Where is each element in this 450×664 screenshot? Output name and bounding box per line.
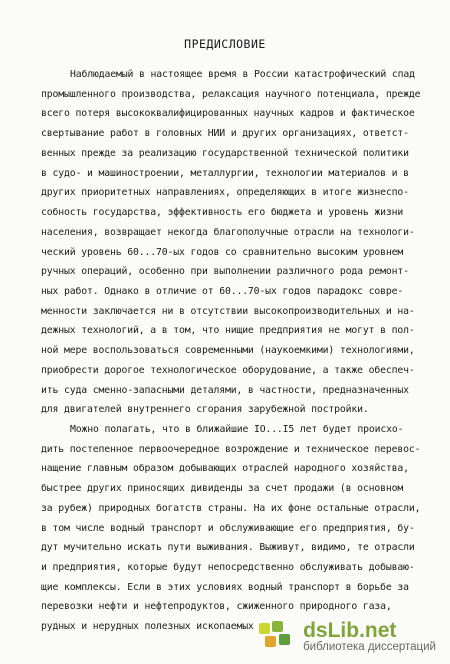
text-line: щие комплексы. Если в этих условиях водный транспорт в борьбе за <box>41 581 409 593</box>
text-line: рудных и нерудных полезных ископаемых <box>41 621 254 633</box>
text-line: за рубеж) природных богатств страны. На их фоне остальные отрасли, <box>41 502 421 514</box>
text-line: в судо- и машиностроении, металлургии, технологии материалов и в <box>41 167 409 179</box>
text-line: быстрее других приносящих дивиденды за счет продажи (в основном <box>41 483 404 495</box>
text-line: ручных операций, особенно при выполнении различного рода ремонт- <box>41 266 409 278</box>
text-line: свертывание работ в головных НИИ и других организациях, ответст- <box>41 128 409 140</box>
text-line: населения, возвращает некогда благополучные отрасли на технологи- <box>41 226 415 238</box>
text-line: перевозки нефти и нефтепродуктов, сжиженного природного газа, <box>41 601 392 613</box>
dslib-logo-icon <box>257 621 297 651</box>
text-line: собность государства, эффективность его бюджета и уровень жизни <box>41 207 404 218</box>
text-line: промышленного производства, релаксация научного потенциала, прежде <box>41 88 421 100</box>
text-line: дить постепенное первоочередное возрождение и техническое перевос- <box>41 443 421 455</box>
text-line: венных прежде за реализацию государственной технической политики <box>41 147 409 159</box>
text-line: Наблюдаемый в настоящее время в России катастрофический спад <box>70 69 415 80</box>
text-line: приобрести дорогое технологическое оборудование, а также обеспеч- <box>41 364 415 376</box>
text-line: ных работ. Однако в отличие от 60...70-ых годов парадокс совре- <box>41 285 404 297</box>
watermark-name: dsLib.net <box>303 618 397 642</box>
text-line: всего потеря высококвалифицированных научных кадров и фактическое <box>41 108 415 120</box>
page-title: ПРЕДИСЛОВИЕ <box>184 37 266 51</box>
text-line: и предприятия, которые будут непосредственно обслуживать добываю- <box>41 562 415 573</box>
text-line: ческий уровень 60...70-ых годов со сравнительно высоким уровнем <box>41 246 404 258</box>
text-line: менности заключается ни в отсутствии высокопроизводительных и на- <box>41 305 415 317</box>
text-line: для двигателей внутреннего сгорания зарубежной постройки. <box>41 404 369 416</box>
watermark <box>257 620 436 654</box>
text-line: в том числе водный транспорт и обслуживающие его предприятия, бу- <box>41 522 415 534</box>
text-line: ной мере воспользоваться современными (наукоемкими) технологиями, <box>41 345 415 357</box>
text-line: дежных технологий, а в том, что нищие предприятия не могут в пол- <box>41 325 415 337</box>
text-line: ить суда сменно-запасными деталями, в частности, предназначенных <box>41 384 409 396</box>
text-line: дут мучительно искать пути выживания. Выживут, видимо, те отрасли <box>41 542 415 554</box>
text-line: нащение главным образом добывающих отраслей народного хозяйства, <box>41 463 409 475</box>
watermark-subtitle: библиотека диссертаций <box>303 640 436 653</box>
text-line: других приоритетных направлениях, определяющих в итоге жизнеспо- <box>41 187 409 199</box>
text-line: Можно полагать, что в ближайшие IO...I5 лет будет происхо- <box>70 424 404 435</box>
